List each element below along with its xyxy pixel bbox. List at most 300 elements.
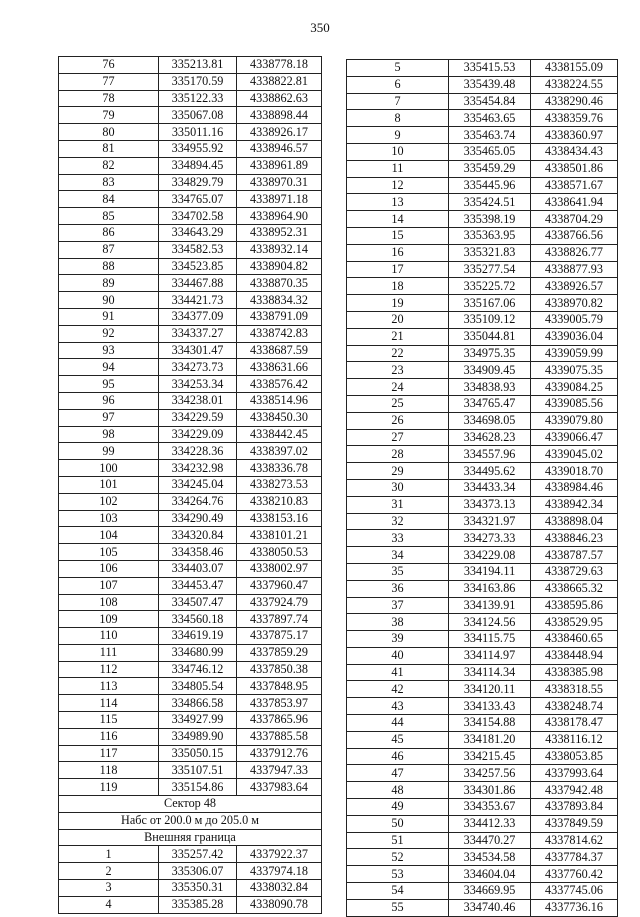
x-coordinate: 335439.48 [449,76,531,93]
point-number: 95 [59,376,159,393]
point-number: 32 [347,513,449,530]
point-number: 54 [347,883,449,900]
y-coordinate: 4337922.37 [237,846,322,863]
x-coordinate: 334353.67 [449,799,531,816]
point-number: 87 [59,241,159,258]
y-coordinate: 4338224.55 [531,76,618,93]
table-row [347,799,618,816]
x-coordinate: 335107.51 [159,762,237,779]
point-number: 111 [59,644,159,661]
table-row [347,765,618,782]
y-coordinate: 4338460.65 [531,631,618,648]
point-number: 99 [59,443,159,460]
table-row [59,124,322,141]
table-row [59,208,322,225]
y-coordinate: 4338210.83 [237,493,322,510]
x-coordinate: 335044.81 [449,328,531,345]
x-coordinate: 335459.29 [449,160,531,177]
x-coordinate: 334229.59 [159,409,237,426]
y-coordinate: 4338970.82 [531,295,618,312]
y-coordinate: 4338778.18 [237,57,322,74]
x-coordinate: 335109.12 [449,311,531,328]
y-coordinate: 4338385.98 [531,664,618,681]
x-coordinate: 335050.15 [159,745,237,762]
x-coordinate: 334163.86 [449,580,531,597]
point-number: 118 [59,762,159,779]
point-number: 25 [347,395,449,412]
y-coordinate: 4337859.29 [237,644,322,661]
point-number: 40 [347,647,449,664]
table-row [59,476,322,493]
y-coordinate: 4338360.97 [531,127,618,144]
x-coordinate: 335213.81 [159,57,237,74]
x-coordinate: 335306.07 [159,863,237,880]
point-number: 88 [59,258,159,275]
y-coordinate: 4338248.74 [531,698,618,715]
y-coordinate: 4337784.37 [531,849,618,866]
x-coordinate: 334495.62 [449,463,531,480]
point-number: 93 [59,342,159,359]
table-row [59,745,322,762]
x-coordinate: 334290.49 [159,510,237,527]
point-number: 18 [347,278,449,295]
point-number: 102 [59,493,159,510]
x-coordinate: 334257.56 [449,765,531,782]
x-coordinate: 334412.33 [449,815,531,832]
point-number: 48 [347,782,449,799]
y-coordinate: 4338766.56 [531,227,618,244]
y-coordinate: 4338448.94 [531,647,618,664]
point-number: 30 [347,479,449,496]
table-row [59,359,322,376]
x-coordinate: 334301.47 [159,342,237,359]
point-number: 92 [59,325,159,342]
table-row [59,409,322,426]
point-number: 3 [59,880,159,897]
x-coordinate: 335321.83 [449,244,531,261]
y-coordinate: 4338101.21 [237,527,322,544]
x-coordinate: 334829.79 [159,174,237,191]
x-coordinate: 334229.08 [449,547,531,564]
x-coordinate: 334866.58 [159,695,237,712]
point-number: 10 [347,143,449,160]
table-row [59,191,322,208]
x-coordinate: 334746.12 [159,661,237,678]
y-coordinate: 4339066.47 [531,429,618,446]
point-number: 116 [59,728,159,745]
table-row [59,308,322,325]
point-number: 17 [347,261,449,278]
y-coordinate: 4338704.29 [531,211,618,228]
point-number: 20 [347,311,449,328]
point-number: 23 [347,362,449,379]
boundary-label: Внешняя граница [59,829,322,846]
point-number: 106 [59,560,159,577]
table-row [347,311,618,328]
y-coordinate: 4338434.43 [531,143,618,160]
table-row [59,57,322,74]
point-number: 26 [347,412,449,429]
point-number: 38 [347,614,449,631]
x-coordinate: 335011.16 [159,124,237,141]
point-number: 103 [59,510,159,527]
x-coordinate: 335424.51 [449,194,531,211]
table-row [59,779,322,796]
y-coordinate: 4338787.57 [531,547,618,564]
x-coordinate: 335398.19 [449,211,531,228]
point-number: 34 [347,547,449,564]
y-coordinate: 4338946.57 [237,140,322,157]
x-coordinate: 334909.45 [449,362,531,379]
y-coordinate: 4338155.09 [531,60,618,77]
y-coordinate: 4339005.79 [531,311,618,328]
table-row [347,748,618,765]
point-number: 9 [347,127,449,144]
x-coordinate: 334643.29 [159,224,237,241]
point-number: 117 [59,745,159,762]
table-row [59,73,322,90]
x-coordinate: 334534.58 [449,849,531,866]
x-coordinate: 335385.28 [159,896,237,913]
table-row [347,143,618,160]
point-number: 84 [59,191,159,208]
y-coordinate: 4338576.42 [237,376,322,393]
x-coordinate: 334702.58 [159,208,237,225]
table-row [347,395,618,412]
y-coordinate: 4338870.35 [237,275,322,292]
table-row [347,194,618,211]
point-number: 109 [59,611,159,628]
table-row [347,177,618,194]
x-coordinate: 334273.73 [159,359,237,376]
table-row [347,631,618,648]
table-row [347,664,618,681]
table-row [59,342,322,359]
x-coordinate: 334507.47 [159,594,237,611]
x-coordinate: 334373.13 [449,496,531,513]
table-row [347,547,618,564]
point-number: 80 [59,124,159,141]
y-coordinate: 4337853.97 [237,695,322,712]
x-coordinate: 334765.07 [159,191,237,208]
y-coordinate: 4337885.58 [237,728,322,745]
boundary-label-row [59,829,322,846]
table-row [59,560,322,577]
table-row [347,698,618,715]
x-coordinate: 334989.90 [159,728,237,745]
point-number: 46 [347,748,449,765]
table-row [59,712,322,729]
y-coordinate: 4338932.14 [237,241,322,258]
table-row [347,614,618,631]
point-number: 4 [59,896,159,913]
table-row [59,863,322,880]
y-coordinate: 4338273.53 [237,476,322,493]
table-row [59,695,322,712]
point-number: 7 [347,93,449,110]
x-coordinate: 334273.33 [449,530,531,547]
point-number: 105 [59,544,159,561]
point-number: 2 [59,863,159,880]
y-coordinate: 4339059.99 [531,345,618,362]
table-row [59,846,322,863]
table-row [347,715,618,732]
y-coordinate: 4338904.82 [237,258,322,275]
point-number: 22 [347,345,449,362]
y-coordinate: 4338898.44 [237,107,322,124]
point-number: 94 [59,359,159,376]
y-coordinate: 4337912.76 [237,745,322,762]
x-coordinate: 334604.04 [449,866,531,883]
x-coordinate: 334740.46 [449,899,531,916]
table-row [59,678,322,695]
y-coordinate: 4338898.04 [531,513,618,530]
y-coordinate: 4338178.47 [531,715,618,732]
y-coordinate: 4338961.89 [237,157,322,174]
x-coordinate: 334838.93 [449,379,531,396]
table-row [59,392,322,409]
table-row [347,76,618,93]
x-coordinate: 334470.27 [449,832,531,849]
table-row [59,224,322,241]
page-number: 350 [310,20,330,35]
x-coordinate: 334805.54 [159,678,237,695]
table-row [347,127,618,144]
y-coordinate: 4338032.84 [237,880,322,897]
y-coordinate: 4337848.95 [237,678,322,695]
y-coordinate: 4339075.35 [531,362,618,379]
y-coordinate: 4339085.56 [531,395,618,412]
x-coordinate: 334301.86 [449,782,531,799]
x-coordinate: 335122.33 [159,90,237,107]
table-row [59,762,322,779]
y-coordinate: 4338687.59 [237,342,322,359]
point-number: 79 [59,107,159,124]
table-row [347,530,618,547]
table-row [59,527,322,544]
point-number: 41 [347,664,449,681]
y-coordinate: 4338877.93 [531,261,618,278]
coordinates-table-left [58,56,322,914]
y-coordinate: 4338952.31 [237,224,322,241]
point-number: 49 [347,799,449,816]
sector-subtitle-row [59,812,322,829]
x-coordinate: 334557.96 [449,446,531,463]
y-coordinate: 4337974.18 [237,863,322,880]
x-coordinate: 335277.54 [449,261,531,278]
table-row [347,328,618,345]
point-number: 5 [347,60,449,77]
table-row [347,110,618,127]
x-coordinate: 335350.31 [159,880,237,897]
point-number: 78 [59,90,159,107]
x-coordinate: 334377.09 [159,308,237,325]
table-row [347,883,618,900]
x-coordinate: 335067.08 [159,107,237,124]
table-row [59,292,322,309]
x-coordinate: 334124.56 [449,614,531,631]
point-number: 28 [347,446,449,463]
y-coordinate: 4338971.18 [237,191,322,208]
y-coordinate: 4338665.32 [531,580,618,597]
x-coordinate: 334765.47 [449,395,531,412]
table-row [347,362,618,379]
sector-title: Сектор 48 [59,796,322,813]
point-number: 29 [347,463,449,480]
y-coordinate: 4337760.42 [531,866,618,883]
y-coordinate: 4338834.32 [237,292,322,309]
x-coordinate: 334433.34 [449,479,531,496]
table-row [59,628,322,645]
point-number: 50 [347,815,449,832]
y-coordinate: 4338942.34 [531,496,618,513]
y-coordinate: 4338116.12 [531,731,618,748]
point-number: 6 [347,76,449,93]
table-row [59,880,322,897]
point-number: 90 [59,292,159,309]
point-number: 53 [347,866,449,883]
point-number: 51 [347,832,449,849]
x-coordinate: 334669.95 [449,883,531,900]
y-coordinate: 4337960.47 [237,577,322,594]
table-row [347,160,618,177]
point-number: 81 [59,140,159,157]
table-row [347,295,618,312]
table-row [59,426,322,443]
x-coordinate: 334582.53 [159,241,237,258]
x-coordinate: 335154.86 [159,779,237,796]
x-coordinate: 334321.97 [449,513,531,530]
point-number: 98 [59,426,159,443]
table-row [347,513,618,530]
y-coordinate: 4338926.17 [237,124,322,141]
y-coordinate: 4337736.16 [531,899,618,916]
point-number: 119 [59,779,159,796]
point-number: 85 [59,208,159,225]
point-number: 14 [347,211,449,228]
point-number: 15 [347,227,449,244]
x-coordinate: 335167.06 [449,295,531,312]
table-row [59,258,322,275]
point-number: 96 [59,392,159,409]
point-number: 100 [59,460,159,477]
table-row [347,211,618,228]
y-coordinate: 4338862.63 [237,90,322,107]
y-coordinate: 4337897.74 [237,611,322,628]
table-row [347,429,618,446]
table-row [59,644,322,661]
x-coordinate: 335225.72 [449,278,531,295]
x-coordinate: 334229.09 [159,426,237,443]
x-coordinate: 334453.47 [159,577,237,594]
point-number: 110 [59,628,159,645]
x-coordinate: 334194.11 [449,563,531,580]
y-coordinate: 4338729.63 [531,563,618,580]
x-coordinate: 334680.99 [159,644,237,661]
x-coordinate: 334245.04 [159,476,237,493]
table-row [347,463,618,480]
x-coordinate: 335363.95 [449,227,531,244]
y-coordinate: 4338571.67 [531,177,618,194]
y-coordinate: 4337865.96 [237,712,322,729]
x-coordinate: 334264.76 [159,493,237,510]
x-coordinate: 334114.34 [449,664,531,681]
point-number: 83 [59,174,159,191]
y-coordinate: 4338970.31 [237,174,322,191]
y-coordinate: 4338359.76 [531,110,618,127]
y-coordinate: 4338050.53 [237,544,322,561]
y-coordinate: 4337893.84 [531,799,618,816]
x-coordinate: 334894.45 [159,157,237,174]
y-coordinate: 4338822.81 [237,73,322,90]
y-coordinate: 4337875.17 [237,628,322,645]
x-coordinate: 335463.74 [449,127,531,144]
point-number: 52 [347,849,449,866]
table-row [347,899,618,916]
y-coordinate: 4338450.30 [237,409,322,426]
point-number: 101 [59,476,159,493]
point-number: 21 [347,328,449,345]
point-number: 45 [347,731,449,748]
y-coordinate: 4339079.80 [531,412,618,429]
y-coordinate: 4338984.46 [531,479,618,496]
table-row [347,496,618,513]
y-coordinate: 4338791.09 [237,308,322,325]
sector-subtitle: Набс от 200.0 м до 205.0 м [59,812,322,829]
point-number: 104 [59,527,159,544]
sector-title-row [59,796,322,813]
y-coordinate: 4338318.55 [531,681,618,698]
point-number: 89 [59,275,159,292]
table-row [59,510,322,527]
point-number: 37 [347,597,449,614]
y-coordinate: 4338595.86 [531,597,618,614]
y-coordinate: 4338964.90 [237,208,322,225]
x-coordinate: 334120.11 [449,681,531,698]
table-row [347,244,618,261]
y-coordinate: 4339084.25 [531,379,618,396]
y-coordinate: 4339036.04 [531,328,618,345]
y-coordinate: 4338442.45 [237,426,322,443]
y-coordinate: 4337850.38 [237,661,322,678]
x-coordinate: 334560.18 [159,611,237,628]
x-coordinate: 335445.96 [449,177,531,194]
x-coordinate: 334337.27 [159,325,237,342]
point-number: 47 [347,765,449,782]
point-number: 8 [347,110,449,127]
point-number: 108 [59,594,159,611]
table-row [59,443,322,460]
y-coordinate: 4339045.02 [531,446,618,463]
y-coordinate: 4338826.77 [531,244,618,261]
point-number: 31 [347,496,449,513]
table-row [59,376,322,393]
y-coordinate: 4337814.62 [531,832,618,849]
point-number: 113 [59,678,159,695]
table-row [347,93,618,110]
table-row [59,140,322,157]
table-row [59,611,322,628]
table-row [347,647,618,664]
x-coordinate: 335415.53 [449,60,531,77]
point-number: 115 [59,712,159,729]
table-row [347,681,618,698]
table-row [347,278,618,295]
x-coordinate: 334115.75 [449,631,531,648]
x-coordinate: 334619.19 [159,628,237,645]
table-row [347,227,618,244]
table-row [347,866,618,883]
